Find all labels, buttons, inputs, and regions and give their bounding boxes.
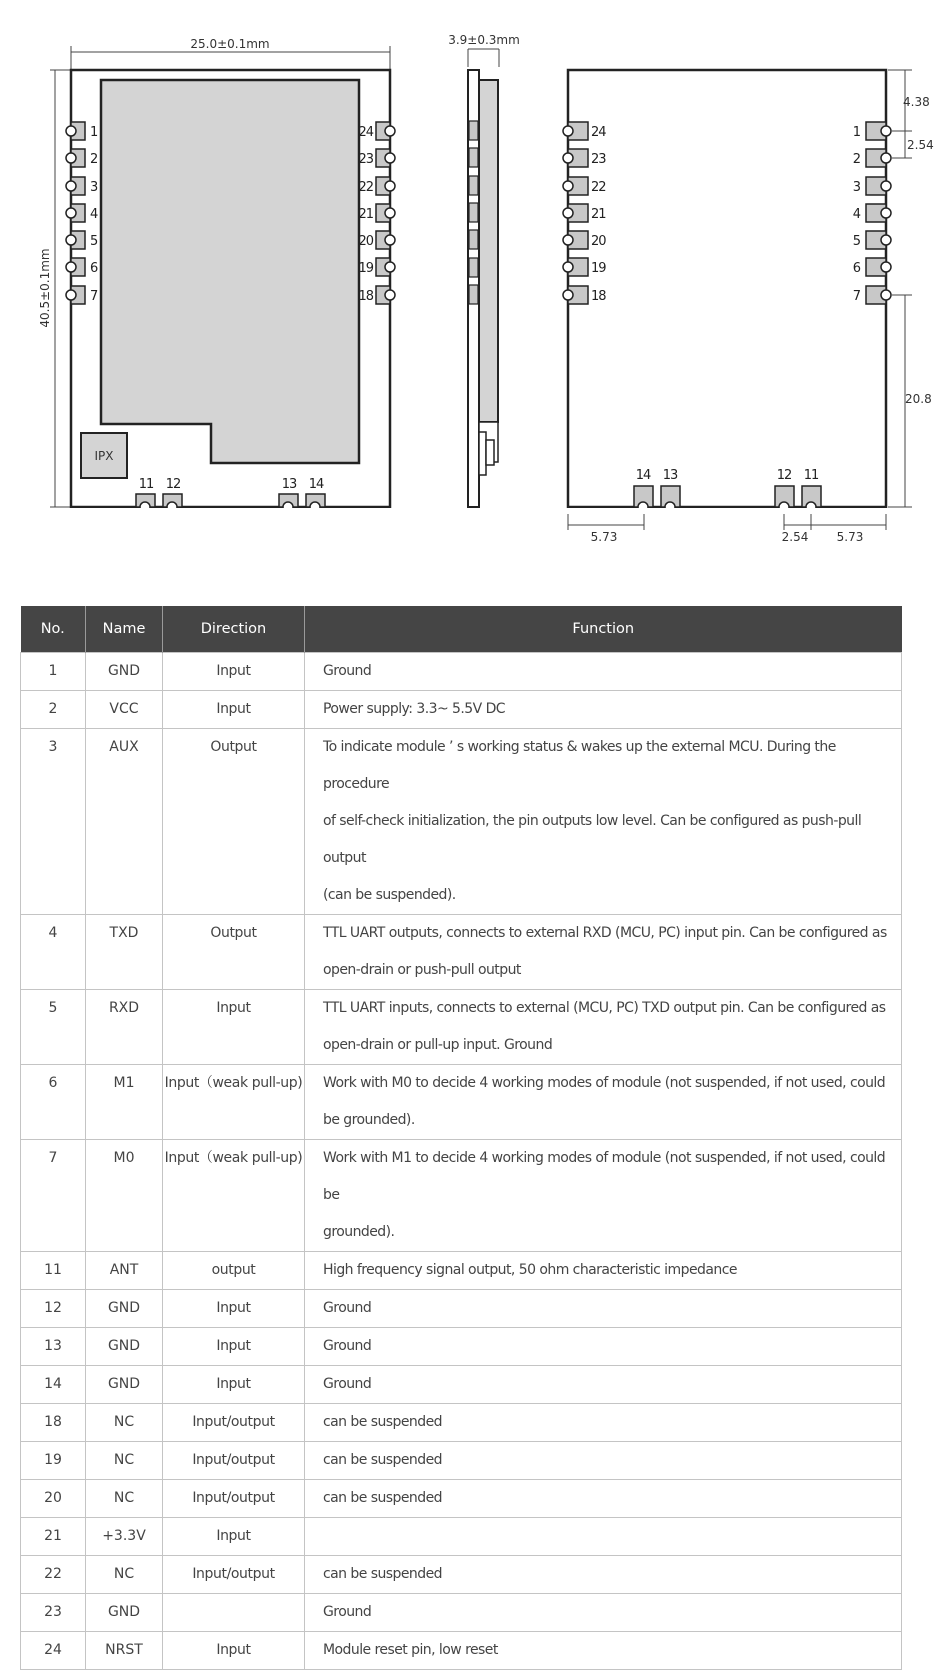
pin-function-cell <box>305 1442 902 1480</box>
pin-number-cell: 12 <box>21 1290 86 1328</box>
pin-number-cell: 3 <box>21 729 86 915</box>
function-line: Ground <box>323 1338 372 1354</box>
pin-function-cell <box>305 691 902 729</box>
pin-number-cell: 20 <box>21 1480 86 1518</box>
pin-name-cell: +3.3V <box>86 1518 163 1556</box>
table-row <box>21 1290 902 1328</box>
width-dimension-label: 25.0±0.1mm <box>190 37 270 51</box>
function-line: TTL UART inputs, connects to external (MCU, PC) TXD output pin. Can be configured as <box>323 1000 886 1016</box>
table-row <box>21 1518 902 1556</box>
pin-function-cell <box>305 729 902 915</box>
pin-direction-cell: Input <box>163 1632 305 1670</box>
table-row <box>21 1632 902 1670</box>
function-line: Module reset pin, low reset <box>323 1642 498 1658</box>
function-line: Ground <box>323 1376 372 1392</box>
svg-text:13: 13 <box>662 468 678 483</box>
pin-name-cell: RXD <box>86 990 163 1065</box>
table-row <box>21 1065 902 1140</box>
pin-name-cell: M1 <box>86 1065 163 1140</box>
function-line: open-drain or pull-up input. Ground <box>323 1037 553 1053</box>
function-line: Ground <box>323 1604 372 1620</box>
pin-number-cell: 19 <box>21 1442 86 1480</box>
table-row <box>21 1556 902 1594</box>
svg-text:6: 6 <box>90 261 99 276</box>
dim-top-offset: 4.38 <box>903 95 930 109</box>
header-name: Name <box>86 606 163 653</box>
pin-direction-cell: Output <box>163 915 305 990</box>
pin-number-cell: 21 <box>21 1518 86 1556</box>
svg-text:7: 7 <box>852 289 861 304</box>
pin-number-cell: 1 <box>21 653 86 691</box>
svg-text:20: 20 <box>591 234 606 249</box>
pin-definition-table <box>20 606 902 1670</box>
pin-function-cell <box>305 1328 902 1366</box>
svg-text:18: 18 <box>358 289 373 304</box>
pin-direction-cell: Output <box>163 729 305 915</box>
table-row <box>21 1404 902 1442</box>
svg-text:19: 19 <box>358 261 373 276</box>
pin-function-cell <box>305 1632 902 1670</box>
pin-direction-cell: Input/output <box>163 1556 305 1594</box>
svg-text:23: 23 <box>358 152 373 167</box>
svg-text:24: 24 <box>591 125 606 140</box>
pin-direction-cell: Input <box>163 1518 305 1556</box>
svg-text:1: 1 <box>852 125 861 140</box>
svg-text:6: 6 <box>852 261 861 276</box>
function-line: be grounded). <box>323 1112 415 1128</box>
table-row <box>21 990 902 1065</box>
svg-text:21: 21 <box>358 207 373 222</box>
pin-direction-cell: Input <box>163 990 305 1065</box>
pin-number-cell: 5 <box>21 990 86 1065</box>
svg-text:22: 22 <box>591 180 606 195</box>
function-line <box>323 1518 901 1555</box>
function-line: Power supply: 3.3~ 5.5V DC <box>323 701 506 717</box>
table-row <box>21 1328 902 1366</box>
pin-name-cell: GND <box>86 1594 163 1632</box>
pin-name-cell: NC <box>86 1556 163 1594</box>
svg-text:20: 20 <box>358 234 373 249</box>
pin-function-cell <box>305 1366 902 1404</box>
pin-name-cell: GND <box>86 1328 163 1366</box>
pin-name-cell: NC <box>86 1442 163 1480</box>
function-line: can be suspended <box>323 1566 442 1582</box>
pin-direction-cell <box>163 1594 305 1632</box>
height-dimension-label: 40.5±0.1mm <box>38 248 52 328</box>
function-line: (can be suspended). <box>323 887 456 903</box>
pin-number-cell: 4 <box>21 915 86 990</box>
svg-text:3: 3 <box>852 180 861 195</box>
pin-number-cell: 6 <box>21 1065 86 1140</box>
pin-number-cell: 23 <box>21 1594 86 1632</box>
function-line: Ground <box>323 1300 372 1316</box>
function-line: of self-check initialization, the pin outputs low level. Can be configured as push-pull output <box>323 813 862 866</box>
svg-text:13: 13 <box>281 477 297 492</box>
pin-number-cell: 22 <box>21 1556 86 1594</box>
svg-text:14: 14 <box>635 468 651 483</box>
table-row <box>21 1594 902 1632</box>
function-line: can be suspended <box>323 1414 442 1430</box>
module-dimension-diagram <box>0 0 950 560</box>
pin-name-cell: ANT <box>86 1252 163 1290</box>
pin-function-cell <box>305 915 902 990</box>
table-row <box>21 1480 902 1518</box>
table-row <box>21 729 902 915</box>
pin-function-cell <box>305 1556 902 1594</box>
pin-name-cell: NC <box>86 1480 163 1518</box>
pin-number-cell: 18 <box>21 1404 86 1442</box>
table-row <box>21 653 902 691</box>
top-view <box>50 46 390 507</box>
pin-direction-cell: Input <box>163 1328 305 1366</box>
function-line: TTL UART outputs, connects to external RXD (MCU, PC) input pin. Can be configured as <box>323 925 887 941</box>
svg-text:12: 12 <box>165 477 181 492</box>
table-row <box>21 1140 902 1252</box>
pin-direction-cell: Input/output <box>163 1480 305 1518</box>
table-row <box>21 691 902 729</box>
pin-name-cell: GND <box>86 653 163 691</box>
svg-text:11: 11 <box>803 468 819 483</box>
svg-text:5: 5 <box>852 234 861 249</box>
pin-name-cell: AUX <box>86 729 163 915</box>
pin-number-cell: 14 <box>21 1366 86 1404</box>
pin-function-cell <box>305 1140 902 1252</box>
pin-direction-cell: Input <box>163 1366 305 1404</box>
pin-name-cell: VCC <box>86 691 163 729</box>
svg-text:4: 4 <box>852 207 861 222</box>
svg-text:2: 2 <box>90 152 99 167</box>
ipx-label: IPX <box>94 449 114 463</box>
table-row <box>21 1366 902 1404</box>
pin-name-cell: TXD <box>86 915 163 990</box>
svg-text:12: 12 <box>776 468 792 483</box>
pin-function-cell <box>305 1065 902 1140</box>
svg-text:5: 5 <box>90 234 99 249</box>
pin-name-cell: M0 <box>86 1140 163 1252</box>
function-line: Work with M1 to decide 4 working modes of module (not suspended, if not used, could be <box>323 1150 886 1203</box>
pin-number-cell: 7 <box>21 1140 86 1252</box>
svg-text:23: 23 <box>591 152 606 167</box>
dim-side-length: 20.8 <box>905 392 932 406</box>
pin-number-cell: 2 <box>21 691 86 729</box>
svg-text:7: 7 <box>90 289 99 304</box>
header-no: No. <box>21 606 86 653</box>
function-line: Ground <box>323 663 372 679</box>
pin-name-cell: GND <box>86 1366 163 1404</box>
function-line: To indicate module ’ s working status & wakes up the external MCU. During the procedure <box>323 739 836 792</box>
dim-bottom-pitch: 2.54 <box>781 530 809 544</box>
function-line: High frequency signal output, 50 ohm characteristic impedance <box>323 1262 737 1278</box>
pin-number-cell: 11 <box>21 1252 86 1290</box>
pin-function-cell <box>305 653 902 691</box>
pin-direction-cell: Input/output <box>163 1404 305 1442</box>
table-row <box>21 1442 902 1480</box>
svg-text:4: 4 <box>90 207 99 222</box>
pin-function-cell <box>305 1290 902 1328</box>
pin-direction-cell: Input（weak pull-up) <box>163 1065 305 1140</box>
svg-text:21: 21 <box>591 207 606 222</box>
function-line: can be suspended <box>323 1452 442 1468</box>
svg-text:24: 24 <box>358 125 373 140</box>
pin-name-cell: NC <box>86 1404 163 1442</box>
pin-name-cell: NRST <box>86 1632 163 1670</box>
function-line: open-drain or push-pull output <box>323 962 521 978</box>
svg-text:18: 18 <box>591 289 606 304</box>
svg-text:3: 3 <box>90 180 99 195</box>
function-line: Work with M0 to decide 4 working modes of module (not suspended, if not used, could <box>323 1075 886 1091</box>
pin-direction-cell: Input <box>163 653 305 691</box>
svg-text:14: 14 <box>308 477 324 492</box>
table-row <box>21 1252 902 1290</box>
dim-bottom-right: 5.73 <box>836 530 864 544</box>
pin-function-cell <box>305 990 902 1065</box>
svg-text:1: 1 <box>90 125 99 140</box>
function-line: grounded). <box>323 1224 395 1240</box>
pin-number-cell: 13 <box>21 1328 86 1366</box>
pin-function-cell <box>305 1518 902 1556</box>
side-view <box>468 49 499 507</box>
thickness-dimension-label: 3.9±0.3mm <box>448 33 520 47</box>
pin-function-cell <box>305 1404 902 1442</box>
dim-bottom-left: 5.73 <box>590 530 618 544</box>
svg-text:11: 11 <box>138 477 154 492</box>
svg-text:22: 22 <box>358 180 373 195</box>
pin-number-cell: 24 <box>21 1632 86 1670</box>
pin-direction-cell: Input/output <box>163 1442 305 1480</box>
pin-direction-cell: output <box>163 1252 305 1290</box>
header-function: Function <box>305 606 902 653</box>
pin-name-cell: GND <box>86 1290 163 1328</box>
function-line: can be suspended <box>323 1490 442 1506</box>
table-row <box>21 915 902 990</box>
svg-text:19: 19 <box>591 261 606 276</box>
pin-function-cell <box>305 1594 902 1632</box>
pin-function-cell <box>305 1252 902 1290</box>
header-direction: Direction <box>163 606 305 653</box>
svg-text:2: 2 <box>852 152 861 167</box>
dim-pin-pitch: 2.54 <box>907 138 934 152</box>
pin-function-cell <box>305 1480 902 1518</box>
table-header-row <box>21 606 902 653</box>
pin-direction-cell: Input <box>163 691 305 729</box>
pin-direction-cell: Input <box>163 1290 305 1328</box>
pin-direction-cell: Input（weak pull-up) <box>163 1140 305 1252</box>
